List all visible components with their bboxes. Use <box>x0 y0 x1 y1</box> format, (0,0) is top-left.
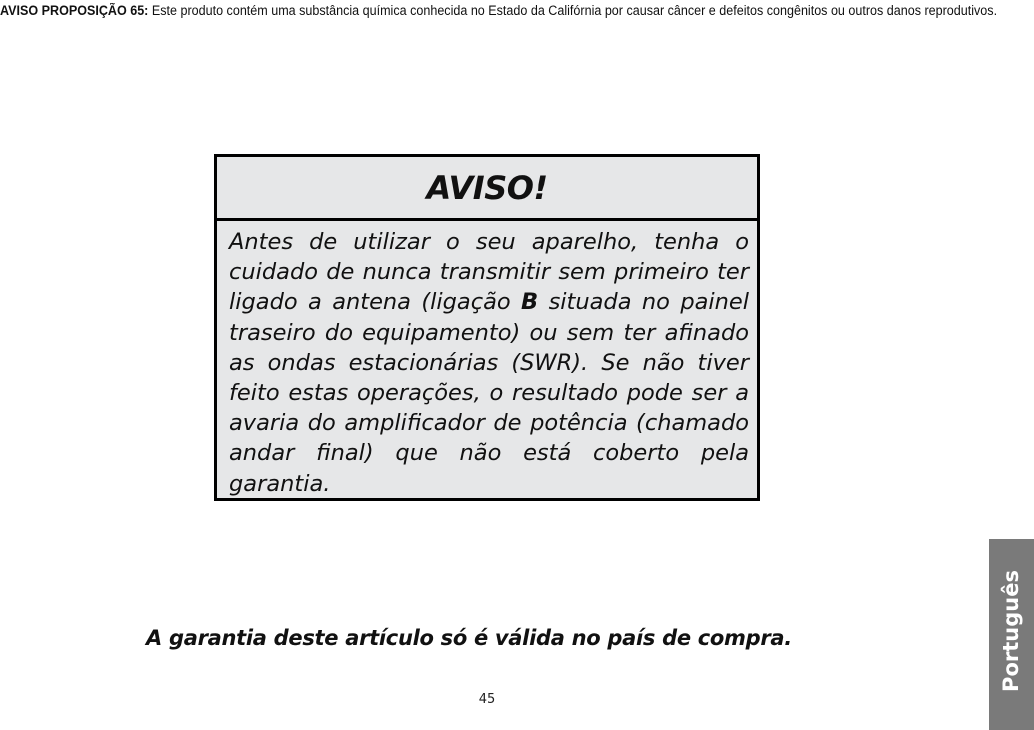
warning-header <box>217 157 757 221</box>
warning-body-text-end: situada no painel traseiro do equipamento) ou sem ter afinado as ondas estacionárias (SWR). Se não tiver feito estas operações, o resultado pode ser a avaria do amplificador de potência (chamado andar final) que não está coberto pela garantia. <box>229 289 749 497</box>
warning-box <box>214 154 760 501</box>
warning-body-text-start: Antes de utilizar o seu aparelho, tenha o cuidado de nunca transmitir sem primeiro ter ligado a antena (ligação <box>229 229 749 316</box>
prop65-text: Este produto contém uma substância química conhecida no Estado da Califórnia por causar câncer e defeitos congênitos ou outros danos reprodutivos. <box>151 3 998 18</box>
warning-title: AVISO! <box>426 168 548 207</box>
guarantee-notice: A garantia deste artículo só é válida no país de compra. <box>146 626 792 650</box>
language-tab <box>989 539 1034 730</box>
prop65-notice <box>0 2 1004 20</box>
warning-body <box>217 221 757 499</box>
prop65-lead: AVISO PROPOSIÇÃO 65: <box>0 3 149 18</box>
page-number: 45 <box>478 692 496 707</box>
antenna-connection-ref: B <box>521 289 539 316</box>
language-tab-label: Português <box>999 570 1023 692</box>
